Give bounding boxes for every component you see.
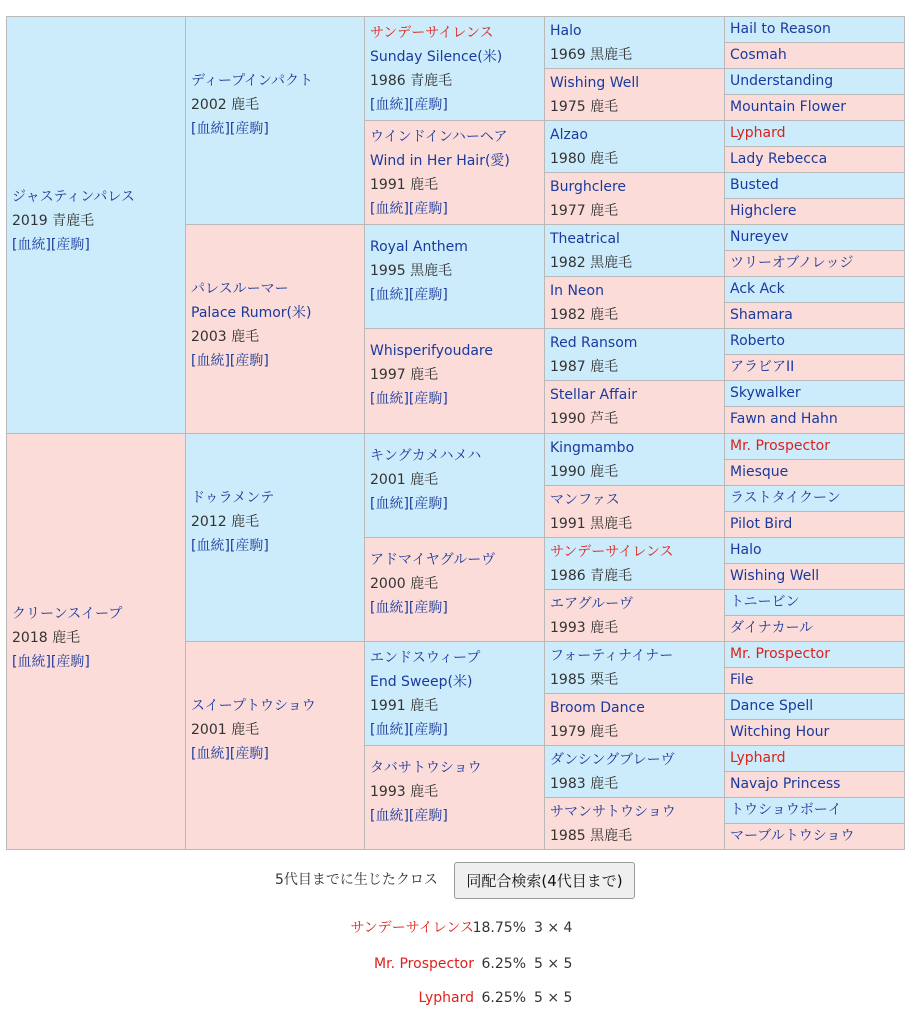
horse-name-link[interactable]: Lyphard [730,750,786,766]
lineage-link[interactable]: 血統 [196,353,225,369]
bracket-close: ] [442,391,448,407]
horse-name-link[interactable]: アドマイヤグルーヴ [370,552,496,568]
pedigree-cell-gen3 [364,328,546,434]
horse-name-link[interactable]: Royal Anthem [370,239,468,255]
pedigree-table [6,16,905,849]
pedigree-cell-gen3 [364,641,546,746]
horse-name-link[interactable]: Ack Ack [730,281,785,297]
horse-name-link[interactable]: Wishing Well [550,75,640,91]
horse-name-link[interactable]: Halo [550,23,582,39]
pedigree-cell-gen5 [724,172,905,199]
horse-name-link[interactable]: Lyphard [730,125,786,141]
horse-links [12,650,180,674]
pedigree-cell-gen5 [724,16,905,43]
horse-name-link[interactable]: Alzao [550,127,588,143]
horse-name-link[interactable]: ディープインパクト [191,73,313,89]
horse-name-link[interactable]: Red Ransom [550,335,638,351]
horse-links [370,283,540,307]
lineage-link[interactable]: 血統 [196,538,225,554]
pedigree-cell-gen4 [544,589,726,642]
produce-link[interactable]: 産駒 [56,654,85,670]
horse-name-link[interactable]: ウインドインハーヘア [370,129,508,145]
pedigree-cell-gen5 [724,797,905,824]
cross-row [0,952,911,976]
horse-name-link[interactable]: Burghclere [550,179,627,195]
bracket-close: ][ [45,237,57,253]
bracket-close: ] [442,287,448,303]
horse-name-link[interactable]: スイープトウショウ [191,698,316,714]
cross-horse-link[interactable]: Lyphard [418,990,474,1006]
bracket-close: ][ [224,353,236,369]
horse-birth-color: 1991 鹿毛 [370,698,439,714]
lineage-link[interactable]: 血統 [375,722,404,738]
horse-name-link[interactable]: Nureyev [730,229,789,245]
pedigree-cell-gen3 [364,120,546,225]
horse-birth-color: 1979 鹿毛 [550,724,619,740]
cross-row [0,986,911,1010]
pedigree-cell-gen5 [724,146,905,173]
produce-link[interactable]: 産駒 [235,746,264,762]
bracket-close: ] [263,121,269,137]
horse-name-link[interactable]: アラビアII [730,359,795,375]
horse-name-link[interactable]: Whisperifyoudare [370,343,493,359]
pedigree-cell-gen5 [724,589,905,616]
pedigree-cell-gen4 [544,380,726,434]
produce-link[interactable]: 産駒 [414,97,443,113]
horse-birth-color: 1993 鹿毛 [370,784,439,800]
horse-birth-color: 1982 黒鹿毛 [550,255,633,271]
produce-link[interactable]: 産駒 [414,722,443,738]
pedigree-cell-gen4 [544,797,726,850]
lineage-link[interactable]: 血統 [375,97,404,113]
horse-name-link[interactable]: Cosmah [730,47,787,63]
horse-name-link[interactable]: Witching Hour [730,724,830,740]
cross-horse-link[interactable]: サンデーサイレンス [350,920,474,936]
pedigree-cell-gen3 [364,537,546,642]
horse-name-link[interactable]: ダイナカール [730,620,814,636]
horse-birth-color: 1982 鹿毛 [550,307,619,323]
horse-birth-color: 1991 鹿毛 [370,177,439,193]
cross-row [0,916,911,940]
same-mating-search-button[interactable]: 同配合検索(4代目まで) [454,862,635,899]
horse-links [370,492,540,516]
pedigree-cell-gen2 [185,224,366,434]
horse-name-link[interactable]: Miesque [730,464,789,480]
pedigree-cell-gen5 [724,380,905,407]
horse-name-link[interactable]: トウショウボーイ [730,802,842,818]
bracket-close: ][ [224,746,236,762]
pedigree-cell-gen5 [724,250,905,277]
pedigree-cell-gen5 [724,94,905,121]
horse-foreign-name-link[interactable]: Wind in Her Hair(愛) [370,153,510,169]
pedigree-cell-gen5 [724,406,905,434]
pedigree-cell-gen5 [724,641,905,668]
horse-name-link[interactable]: Busted [730,177,779,193]
bracket-close: ] [84,237,90,253]
pedigree-cell-gen4 [544,328,726,381]
cross-percentage: 18.75% [472,920,526,936]
horse-links [370,596,540,620]
horse-birth-color: 1986 青鹿毛 [550,568,633,584]
pedigree-cell-gen3 [364,745,546,850]
pedigree-cell-gen5 [724,719,905,746]
pedigree-cell-gen4 [544,693,726,746]
pedigree-cell-gen5 [724,276,905,303]
horse-name-link[interactable]: File [730,672,754,688]
bracket-open: [ [370,287,376,303]
bracket-open: [ [191,538,197,554]
pedigree-cell-gen5 [724,511,905,538]
pedigree-cell-gen5 [724,68,905,95]
bracket-close: ] [442,722,448,738]
horse-name-link[interactable]: Dance Spell [730,698,814,714]
pedigree-cell-gen5 [724,745,905,772]
horse-name-link[interactable]: ツリーオブノレッジ [730,255,854,271]
pedigree-cell-gen4 [544,68,726,121]
bracket-close: ][ [403,287,415,303]
bracket-close: ][ [403,391,415,407]
horse-name-link[interactable]: Broom Dance [550,700,645,716]
lineage-link[interactable]: 血統 [17,654,46,670]
bracket-open: [ [12,654,18,670]
horse-name-link[interactable]: タバサトウショウ [370,760,482,776]
horse-name-link[interactable]: Navajo Princess [730,776,841,792]
pedigree-cell-gen1 [6,16,186,434]
bracket-close: ][ [224,538,236,554]
produce-link[interactable]: 産駒 [235,121,264,137]
bracket-close: ][ [403,722,415,738]
pedigree-cell-gen5 [724,198,905,225]
horse-birth-color: 1985 黒鹿毛 [550,828,633,844]
pedigree-cell-gen5 [724,120,905,147]
horse-birth-color: 2002 鹿毛 [191,97,260,113]
pedigree-cell-gen5 [724,537,905,564]
pedigree-cell-gen1 [6,433,186,850]
cross-generations: 3 × 4 [534,920,573,936]
bracket-open: [ [370,201,376,217]
horse-birth-color: 2001 鹿毛 [370,472,439,488]
horse-birth-color: 1991 黒鹿毛 [550,516,633,532]
bracket-close: ][ [403,201,415,217]
horse-links [370,804,540,828]
bracket-close: ][ [224,121,236,137]
horse-birth-color: 1986 青鹿毛 [370,73,453,89]
lineage-link[interactable]: 血統 [375,600,404,616]
horse-name-link[interactable]: Shamara [730,307,793,323]
horse-name-link[interactable]: In Neon [550,283,604,299]
horse-birth-color: 1993 鹿毛 [550,620,619,636]
produce-link[interactable]: 産駒 [235,538,264,554]
pedigree-cell-gen5 [724,693,905,720]
horse-name-link[interactable]: ドゥラメンテ [191,490,275,506]
horse-birth-color: 1995 黒鹿毛 [370,263,453,279]
horse-name-link[interactable]: フォーティナイナー [550,648,674,664]
horse-birth-color: 1997 鹿毛 [370,367,439,383]
horse-name-link[interactable]: Understanding [730,73,834,89]
horse-birth-color: 1983 鹿毛 [550,776,619,792]
horse-links [191,534,360,558]
horse-name-link[interactable]: Skywalker [730,385,801,401]
pedigree-cell-gen4 [544,16,726,69]
cross-horse-link[interactable]: Mr. Prospector [374,956,474,972]
bracket-close: ][ [403,600,415,616]
bracket-close: ] [442,808,448,824]
pedigree-cell-gen5 [724,771,905,798]
horse-birth-color: 2001 鹿毛 [191,722,260,738]
horse-links [191,117,360,141]
horse-name-link[interactable]: エアグルーヴ [550,596,634,612]
cross-percentage: 6.25% [481,956,526,972]
lineage-link[interactable]: 血統 [196,746,225,762]
horse-name-link[interactable]: ダンシングブレーヴ [550,752,675,768]
produce-link[interactable]: 産駒 [414,201,443,217]
pedigree-cell-gen4 [544,224,726,277]
horse-name-link[interactable]: Halo [730,542,762,558]
pedigree-cell-gen3 [364,16,546,121]
pedigree-cell-gen5 [724,224,905,251]
horse-name-link[interactable]: クリーンスイープ [12,606,123,622]
pedigree-cell-gen5 [724,667,905,694]
bracket-close: ] [442,201,448,217]
pedigree-cell-gen4 [544,120,726,173]
horse-name-link[interactable]: ジャスティンパレス [12,189,135,205]
horse-name-link[interactable]: キングカメハメハ [370,448,482,464]
produce-link[interactable]: 産駒 [56,237,85,253]
pedigree-cell-gen5 [724,302,905,329]
bracket-open: [ [12,237,18,253]
bracket-close: ][ [403,496,415,512]
bracket-open: [ [370,97,376,113]
produce-link[interactable]: 産駒 [414,496,443,512]
pedigree-cell-gen5 [724,433,905,460]
pedigree-cell-gen3 [364,224,546,329]
horse-name-link[interactable]: Mr. Prospector [730,646,830,662]
pedigree-cell-gen5 [724,459,905,486]
horse-links [370,387,540,411]
horse-name-link[interactable]: Stellar Affair [550,387,638,403]
horse-links [12,233,180,257]
pedigree-cell-gen3 [364,433,546,538]
horse-name-link[interactable]: Kingmambo [550,440,635,456]
bracket-open: [ [191,121,197,137]
horse-birth-color: 1975 鹿毛 [550,99,619,115]
bracket-close: ] [263,353,269,369]
pedigree-cell-gen4 [544,485,726,538]
horse-name-link[interactable]: Hail to Reason [730,21,831,37]
horse-birth-color: 2012 鹿毛 [191,514,260,530]
horse-birth-color: 1980 鹿毛 [550,151,619,167]
pedigree-cell-gen4 [544,276,726,329]
lineage-link[interactable]: 血統 [375,201,404,217]
lineage-link[interactable]: 血統 [196,121,225,137]
horse-name-link[interactable]: Mountain Flower [730,99,846,115]
bracket-open: [ [370,600,376,616]
horse-foreign-name-link[interactable]: End Sweep(米) [370,674,473,690]
pedigree-cell-gen4 [544,641,726,694]
horse-name-link[interactable]: Lady Rebecca [730,151,828,167]
bracket-open: [ [191,353,197,369]
horse-name-link[interactable]: Highclere [730,203,797,219]
bracket-close: ] [263,538,269,554]
horse-links [370,197,540,221]
horse-name-link[interactable]: Theatrical [550,231,620,247]
lineage-link[interactable]: 血統 [375,496,404,512]
horse-birth-color: 1987 鹿毛 [550,359,619,375]
bracket-open: [ [191,746,197,762]
bracket-close: ] [263,746,269,762]
horse-name-link[interactable]: サンデーサイレンス [370,25,494,41]
horse-birth-color: 2000 鹿毛 [370,576,439,592]
horse-name-link[interactable]: Wishing Well [730,568,820,584]
horse-birth-color: 1990 鹿毛 [550,464,619,480]
produce-link[interactable]: 産駒 [235,353,264,369]
pedigree-cell-gen4 [544,433,726,486]
horse-name-link[interactable]: パレスルーマー [191,281,289,297]
pedigree-cell-gen5 [724,485,905,512]
horse-name-link[interactable]: マンファス [550,492,620,508]
horse-name-link[interactable]: トニービン [730,594,800,610]
produce-link[interactable]: 産駒 [414,391,443,407]
pedigree-cell-gen2 [185,16,366,225]
produce-link[interactable]: 産駒 [414,808,443,824]
bracket-open: [ [370,391,376,407]
produce-link[interactable]: 産駒 [414,287,443,303]
cross-label: 5代目までに生じたクロス [275,872,438,888]
cross-percentage: 6.25% [481,990,526,1006]
pedigree-cell-gen4 [544,537,726,590]
pedigree-cell-gen4 [544,172,726,225]
lineage-link[interactable]: 血統 [17,237,46,253]
lineage-link[interactable]: 血統 [375,287,404,303]
pedigree-cell-gen5 [724,563,905,590]
bracket-close: ] [442,97,448,113]
bracket-close: ] [442,496,448,512]
bracket-open: [ [370,722,376,738]
bracket-close: ] [442,600,448,616]
produce-link[interactable]: 産駒 [414,600,443,616]
bracket-close: ][ [403,808,415,824]
bracket-close: ][ [45,654,57,670]
horse-birth-color: 2019 青鹿毛 [12,213,95,229]
bracket-close: ][ [403,97,415,113]
pedigree-cell-gen5 [724,823,905,850]
lineage-link[interactable]: 血統 [375,391,404,407]
horse-birth-color: 1985 栗毛 [550,672,619,688]
horse-name-link[interactable]: Roberto [730,333,785,349]
bracket-close: ] [84,654,90,670]
horse-birth-color: 2003 鹿毛 [191,329,260,345]
lineage-link[interactable]: 血統 [375,808,404,824]
horse-name-link[interactable]: ラストタイクーン [730,490,841,506]
horse-links [370,93,540,117]
horse-name-link[interactable]: Mr. Prospector [730,438,830,454]
horse-birth-color: 1990 芦毛 [550,411,619,427]
horse-birth-color: 1969 黒鹿毛 [550,47,633,63]
horse-links [370,718,540,742]
pedigree-cell-gen2 [185,433,366,642]
horse-birth-color: 2018 鹿毛 [12,630,81,646]
pedigree-cell-gen5 [724,42,905,69]
cross-generations: 5 × 5 [534,990,573,1006]
horse-name-link[interactable]: マーブルトウショウ [730,828,855,844]
horse-foreign-name-link[interactable]: Palace Rumor(米) [191,305,312,321]
bracket-open: [ [370,496,376,512]
bracket-open: [ [370,808,376,824]
horse-links [191,742,360,766]
pedigree-cell-gen2 [185,641,366,850]
pedigree-cell-gen4 [544,745,726,798]
horse-name-link[interactable]: エンドスウィープ [370,650,481,666]
pedigree-cell-gen5 [724,328,905,355]
horse-name-link[interactable]: Pilot Bird [730,516,793,532]
pedigree-cell-gen5 [724,615,905,642]
pedigree-cell-gen5 [724,354,905,381]
horse-foreign-name-link[interactable]: Sunday Silence(米) [370,49,503,65]
cross-generations: 5 × 5 [534,956,573,972]
horse-links [191,349,360,373]
horse-birth-color: 1977 鹿毛 [550,203,619,219]
horse-name-link[interactable]: Fawn and Hahn [730,411,838,427]
horse-name-link[interactable]: サンデーサイレンス [550,544,674,560]
horse-name-link[interactable]: サマンサトウショウ [550,804,676,820]
